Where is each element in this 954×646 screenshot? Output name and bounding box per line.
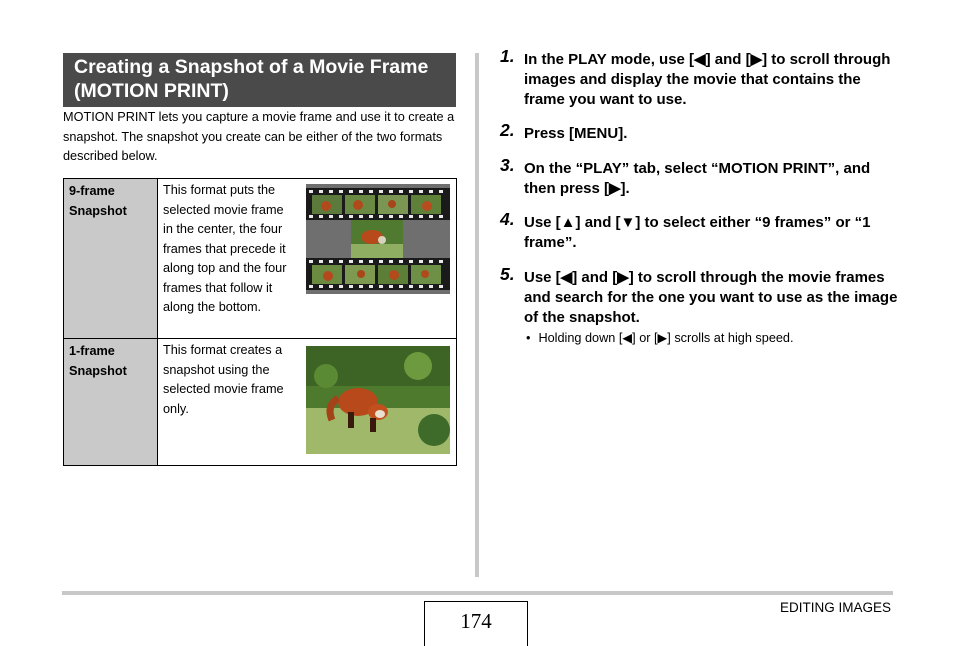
step-number: 2. [500,120,515,140]
section-title-line1: Creating a Snapshot of a Movie Frame [74,56,429,78]
format-description: This format puts the selected movie frame in the center, the four frames that precede it along top and the four frames that follow it along the bottom. [163,183,287,314]
step-number: 5. [500,264,515,284]
step-number: 3. [500,155,515,175]
format-desc-cell [158,339,457,466]
section-title-line2: (MOTION PRINT) [74,80,229,102]
step-note [526,330,794,347]
step-number: 4. [500,209,515,229]
format-label-line1: 9-frame [69,184,115,198]
step-number: 1. [500,46,515,66]
table-row [64,339,457,466]
table-row [64,179,457,339]
footer-rule [62,591,893,595]
nine-frame-snapshot-image [306,184,450,294]
intro-paragraph: MOTION PRINT lets you capture a movie frame and use it to create a snapshot. The snapshot you create can be either of the two formats described below. [63,110,455,164]
step-text: On the “PLAY” tab, select “MOTION PRINT”, and then press [▶]. [524,160,871,197]
step-text: In the PLAY mode, use [◀] and [▶] to scroll through images and display the movie that contains the frame you want to use. [524,51,891,108]
bullet: • [526,331,531,345]
format-label-line2: Snapshot [69,363,127,378]
format-desc-cell [158,179,457,339]
step-text: Press [MENU]. [524,125,628,142]
footer-section-name: EDITING IMAGES [779,600,891,615]
column-divider [475,53,479,577]
format-label-line2: Snapshot [69,203,127,218]
note-text: Holding down [◀] or [▶] scrolls at high speed. [538,331,794,345]
format-label-line1: 1-frame [69,344,115,358]
page-number: 174 [424,601,528,646]
one-frame-snapshot-image [306,346,450,454]
format-description: This format creates a snapshot using the selected movie frame only. [163,343,284,416]
section-title [63,53,456,107]
formats-table [63,178,457,466]
step-text: Use [▲] and [▼] to select either “9 frames” or “1 frame”. [524,214,871,251]
step-text: Use [◀] and [▶] to scroll through the movie frames and search for the one you want to use as the image of the snapshot. [524,269,898,326]
format-label-cell [64,179,158,339]
format-label-cell [64,339,158,466]
